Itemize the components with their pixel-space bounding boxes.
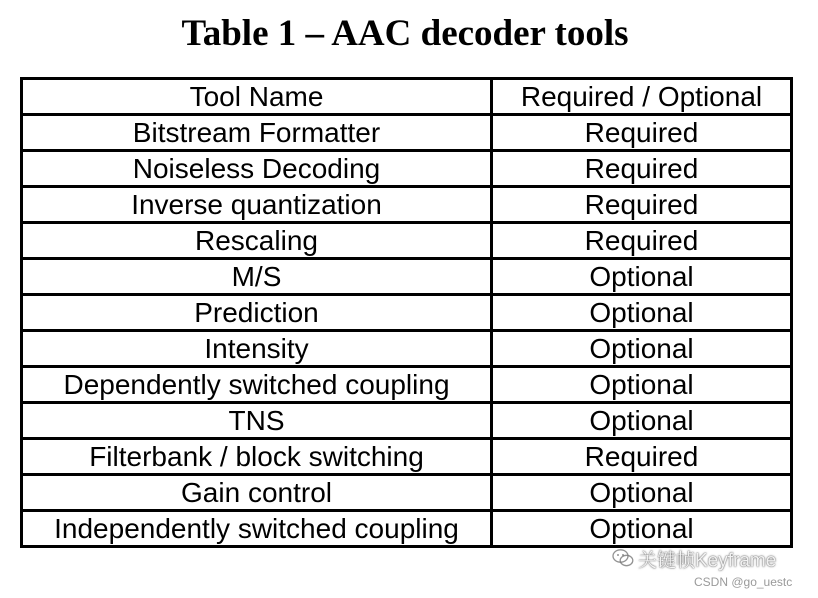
table-row (22, 223, 792, 259)
tool-name-cell: Rescaling (22, 223, 492, 259)
table-row (22, 331, 792, 367)
table-row (22, 475, 792, 511)
column-header-required-optional: Required / Optional (492, 79, 792, 115)
requirement-cell: Required (492, 439, 792, 475)
requirement-cell: Optional (492, 259, 792, 295)
requirement-cell: Required (492, 115, 792, 151)
table-header-row (22, 79, 792, 115)
requirement-cell: Optional (492, 367, 792, 403)
table-row (22, 295, 792, 331)
table-row (22, 115, 792, 151)
tool-name-cell: Intensity (22, 331, 492, 367)
tool-name-cell: M/S (22, 259, 492, 295)
requirement-cell: Optional (492, 295, 792, 331)
requirement-cell: Optional (492, 475, 792, 511)
requirement-cell: Required (492, 151, 792, 187)
tool-name-cell: Noiseless Decoding (22, 151, 492, 187)
column-header-tool-name: Tool Name (22, 79, 492, 115)
table-row (22, 403, 792, 439)
watermark-text: 关键帧Keyframe (638, 550, 777, 572)
requirement-cell: Optional (492, 331, 792, 367)
tool-name-cell: Prediction (22, 295, 492, 331)
tool-name-cell: Independently switched coupling (22, 511, 492, 547)
aac-decoder-tools-table (20, 77, 793, 548)
requirement-cell: Optional (492, 511, 792, 547)
tool-name-cell: Inverse quantization (22, 187, 492, 223)
requirement-cell: Required (492, 187, 792, 223)
requirement-cell: Optional (492, 403, 792, 439)
tool-name-cell: Filterbank / block switching (22, 439, 492, 475)
wechat-icon (612, 548, 634, 575)
tool-name-cell: Gain control (22, 475, 492, 511)
csdn-credit: CSDN @go_uestc (694, 575, 793, 589)
table-row (22, 187, 792, 223)
tool-name-cell: Bitstream Formatter (22, 115, 492, 151)
table-row (22, 259, 792, 295)
requirement-cell: Required (492, 223, 792, 259)
tool-name-cell: TNS (22, 403, 492, 439)
watermark (612, 548, 812, 572)
table-title: Table 1 – AAC decoder tools (181, 13, 629, 54)
table-row (22, 439, 792, 475)
tool-name-cell: Dependently switched coupling (22, 367, 492, 403)
table-row (22, 367, 792, 403)
table-row (22, 151, 792, 187)
table-row (22, 511, 792, 547)
